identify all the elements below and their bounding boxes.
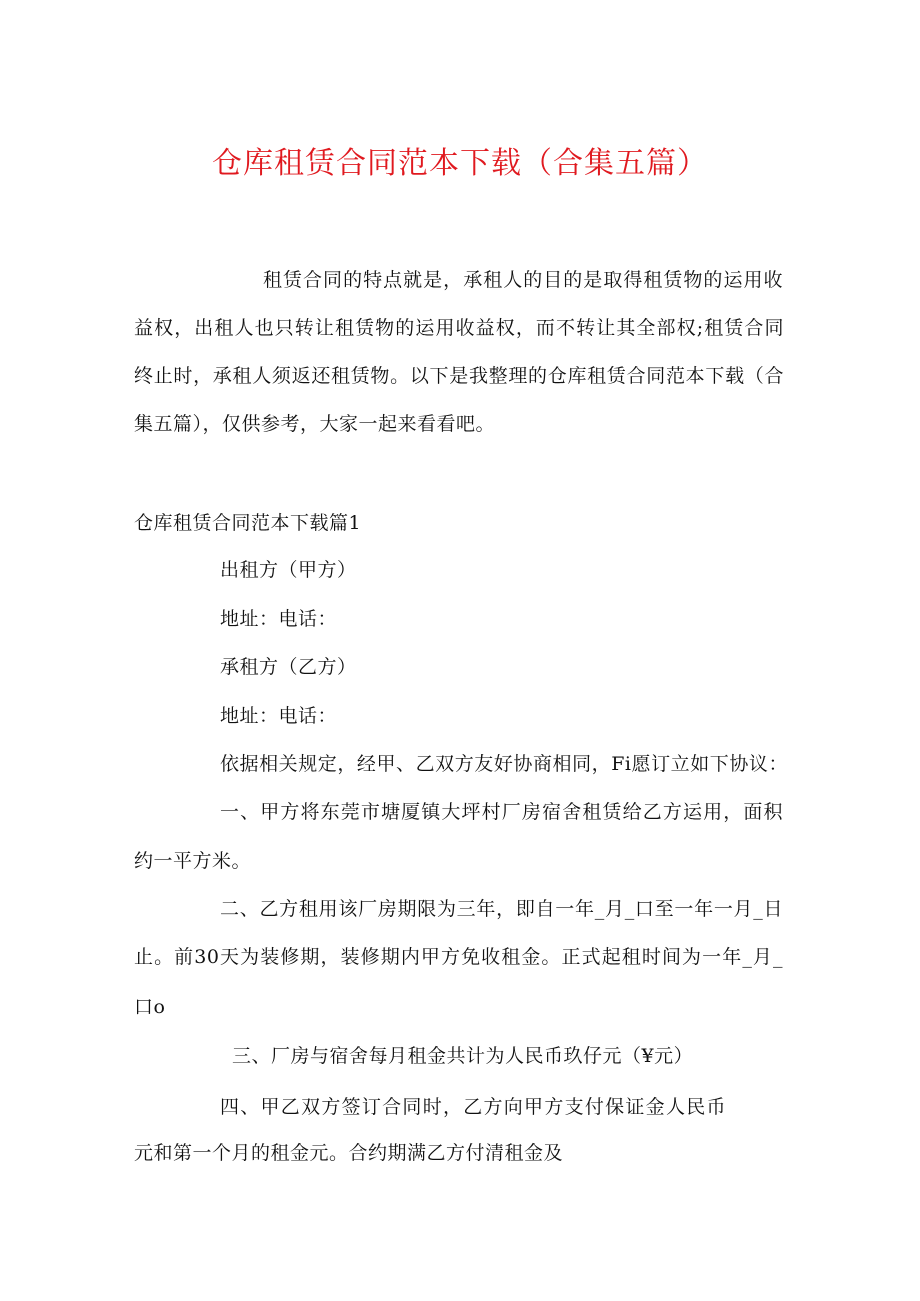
clause2-line-1: 二、乙方租用该厂房期限为三年，即自一年_月_口至一年一月_日 (220, 898, 783, 920)
lessee-label: 承租方（乙方） (220, 656, 357, 678)
clause4-line-2: 元和第一个月的租金元。合约期满乙方付清租金及 (134, 1142, 564, 1164)
clause1-line-1: 一、甲方将东莞市塘厦镇大坪村厂房宿舍租赁给乙方运用，面积 (220, 801, 783, 823)
intro-line-2: 益权，出租人也只转让租赁物的运用收益权，而不转让其全部权;租赁合同 (134, 317, 784, 339)
lessor-contact: 地址：电话： (220, 608, 338, 630)
clause4-line-1: 四、甲乙双方签订合同时，乙方向甲方支付保证金人民币 (220, 1096, 726, 1118)
intro-line-4: 集五篇），仅供参考，大家一起来看看吧。 (134, 413, 496, 435)
preamble: 依据相关规定，经甲、乙双方友好协商相同，Fi愿订立如下协议： (220, 753, 788, 775)
lessee-contact: 地址：电话： (220, 705, 338, 727)
intro-line-3: 终止时，承租人须返还租赁物。以下是我整理的仓库租赁合同范本下载（合 (134, 365, 784, 387)
clause2-line-2: 止。前30天为装修期，装修期内甲方免收租金。正式起租时间为一年_月_ (134, 946, 783, 968)
lessor-label: 出租方（甲方） (220, 559, 357, 581)
clause3: 三、厂房与宿舍每月租金共计为人民币玖仔元（¥元） (232, 1045, 694, 1067)
section-heading: 仓库租赁合同范本下载篇1 (134, 512, 362, 534)
clause2-line-3: 口o (134, 996, 166, 1018)
document-title: 仓库租赁合同范本下载（合集五篇） (212, 146, 708, 181)
intro-line-1: 租赁合同的特点就是，承租人的目的是取得租赁物的运用收 (263, 269, 783, 291)
clause1-line-2: 约一平方米。 (134, 850, 252, 872)
